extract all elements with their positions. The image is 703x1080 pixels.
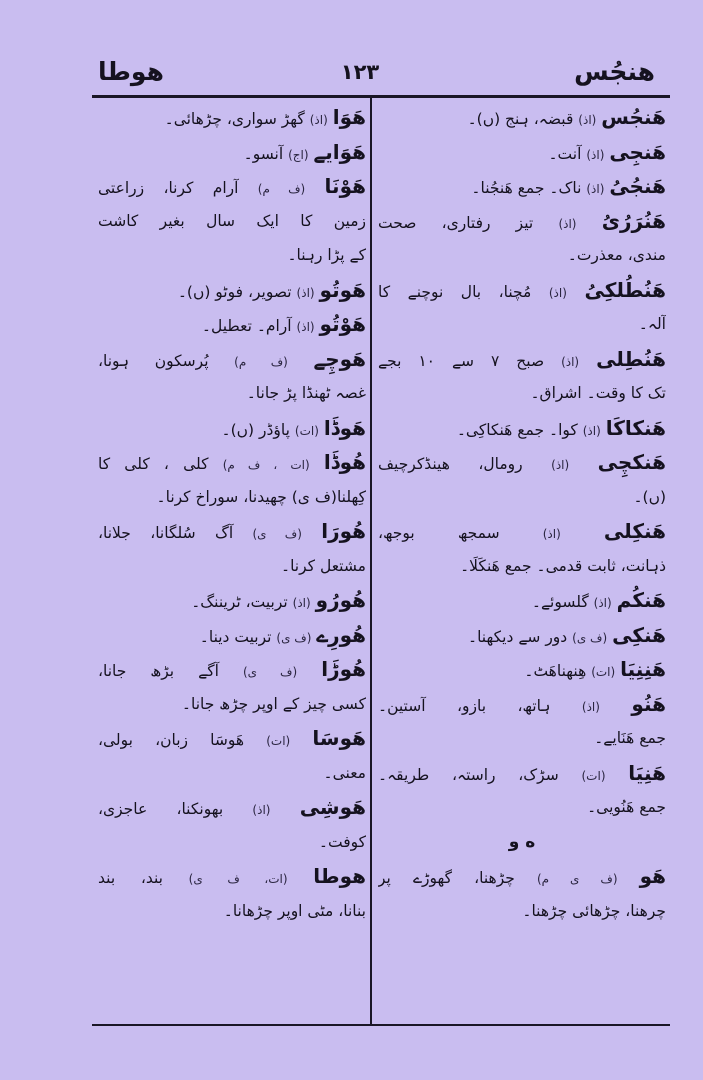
definition-text: گلسوئے۔ <box>531 593 589 611</box>
headword: هَنکِی <box>612 622 666 647</box>
definition-text: بھونکنا، عاجزی، <box>98 800 224 818</box>
headword: هُوڈَا <box>323 450 366 474</box>
grammar-tag: (اذ) <box>581 699 600 714</box>
headword: هَنِیَا <box>628 760 666 785</box>
grammar-tag: (ف ی) <box>252 527 302 541</box>
headword: هَنُرَرُیُ <box>601 208 666 233</box>
definition-text: آگے بڑھ جانا، <box>98 662 219 680</box>
definition-text: آگ سُلگانا، جلانا، <box>98 524 234 542</box>
grammar-tag: (اذ) <box>252 803 271 817</box>
definition-text: آرام۔ تعطیل۔ <box>201 317 292 335</box>
definition-text: چڑھنا، گھوڑے پر <box>378 869 515 887</box>
entry-line <box>378 583 666 618</box>
definition-text: مندی، معذرت۔ <box>567 246 666 264</box>
column-divider <box>370 96 372 1026</box>
footer-rule <box>92 1024 670 1026</box>
entry-line <box>98 273 366 308</box>
entry-line <box>98 652 366 687</box>
grammar-tag: (اذ) <box>548 285 567 300</box>
headword: هَوتُو <box>319 277 366 302</box>
entry-line <box>98 618 366 653</box>
continuation-line <box>378 790 666 825</box>
grammar-tag: (اذ) <box>558 216 577 231</box>
entry-line <box>98 790 366 825</box>
definition-text: دور سے دیکھنا۔ <box>468 627 568 646</box>
entry-line <box>98 859 366 894</box>
definition-text: جمع هَنُویی۔ <box>587 798 666 816</box>
entry-line <box>98 100 366 135</box>
grammar-tag: (ات) <box>581 768 606 783</box>
grammar-tag: (اذ) <box>309 113 328 127</box>
definition-text: بند، بند <box>98 869 163 887</box>
definition-text: سمجھ بوجھ، <box>378 524 500 542</box>
definition-text: ه و <box>508 831 536 852</box>
definition-text: آنت۔ <box>548 144 582 163</box>
definition-text: رومال، هینڈکرچیف <box>378 455 523 473</box>
definition-text: هِنهناهَٹ۔ <box>524 662 587 680</box>
headword: هُورِے <box>316 622 366 647</box>
grammar-tag: (اذ) <box>561 354 580 369</box>
grammar-tag: (اذ) <box>551 458 570 472</box>
continuation-line <box>378 894 666 929</box>
definition-text: مُچنا، بال نوچنے کا <box>378 282 532 301</box>
definition-text: کوا۔ جمع هَنکاکِی۔ <box>456 420 578 439</box>
entry-line <box>378 273 666 308</box>
continuation-line <box>98 687 366 722</box>
definition-text: کِھلنا(ف ی) چھیدنا، سوراخ کرنا۔ <box>156 487 366 506</box>
headword: هَنِنِیَا <box>620 657 666 681</box>
grammar-tag: (اذ) <box>586 147 605 162</box>
grammar-tag: (اج) <box>288 147 309 162</box>
headword: هَنجِی <box>609 139 666 164</box>
section-letter-heading <box>378 825 666 860</box>
entry-line <box>98 135 366 170</box>
entry-line <box>378 618 666 653</box>
grammar-tag: (ف ی) <box>276 630 312 645</box>
headword: هَنجُس <box>601 105 666 129</box>
entry-line <box>378 445 666 480</box>
definition-text: غصہ ٹھنڈا پڑ جانا۔ <box>246 384 366 402</box>
continuation-line <box>98 549 366 584</box>
headword: هَنُو <box>631 691 666 716</box>
headword: هَوْتُو <box>319 312 366 336</box>
headword: هُورُو <box>315 588 366 612</box>
definition-text: مشتعل کرنا۔ <box>280 556 366 575</box>
definition-text: (ں)۔ <box>633 487 666 506</box>
continuation-line <box>98 238 366 273</box>
continuation-line <box>98 204 366 239</box>
headword: هوطا <box>313 864 366 888</box>
headword: هَوْنَا <box>324 174 366 198</box>
headword: هُوڑَا <box>321 657 366 681</box>
continuation-line <box>378 721 666 756</box>
definition-text: پُرسکون ہونا، <box>98 351 209 370</box>
definition-text: بنانا، مٹی اوپر چڑھانا۔ <box>223 901 366 920</box>
definition-text: صبح ۷ سے ۱۰ بجے <box>378 351 545 370</box>
grammar-tag: (ات) <box>294 423 319 438</box>
definition-text: چرھنا، چڑھائی چڑھنا۔ <box>522 901 666 920</box>
definition-text: آرام کرنا، زراعتی <box>98 179 239 197</box>
definition-text: تیز رفتاری، صحت <box>378 213 534 232</box>
grammar-tag: (ات) <box>591 665 616 679</box>
headword: هَنکاکَا <box>605 415 666 440</box>
grammar-tag: (اذ) <box>296 285 315 300</box>
continuation-line <box>378 376 666 411</box>
continuation-line <box>378 307 666 342</box>
continuation-line <box>98 825 366 860</box>
entry-line <box>98 169 366 204</box>
entry-line <box>378 756 666 791</box>
headword: هَوچِے <box>313 346 366 371</box>
definition-text: ذہانت، ثابت قدمی۔ جمع هَنکَلَا۔ <box>460 556 666 575</box>
definition-text: تک کا وقت۔ اشراق۔ <box>530 384 666 402</box>
headword: هَوَا <box>332 105 366 129</box>
entry-line <box>378 411 666 446</box>
continuation-line <box>378 549 666 584</box>
grammar-tag: (ف م) <box>234 354 288 369</box>
headword: هَوَایے <box>313 139 366 164</box>
grammar-tag: (ات، ف ی) <box>188 872 288 886</box>
headword: هُورَا <box>321 519 366 543</box>
grammar-tag: (ف ی م) <box>536 872 618 886</box>
grammar-tag: (اذ) <box>578 113 597 127</box>
definition-text: کلی ، کلی کا <box>98 455 209 473</box>
definition-text: کوفت۔ <box>318 832 366 851</box>
definition-text: زمین کا ایک سال بغیر کاشت <box>98 211 366 230</box>
definition-text: کے پڑا رہنا۔ <box>287 246 366 264</box>
headword: هَوشِی <box>299 795 366 819</box>
entry-line <box>98 411 366 446</box>
entry-line <box>98 307 366 342</box>
definition-text: آنسو۔ <box>243 144 284 163</box>
headword: هَنجُیُ <box>609 174 666 198</box>
continuation-line <box>98 376 366 411</box>
entry-line <box>378 514 666 549</box>
entry-line <box>378 169 666 204</box>
left-column <box>98 100 366 928</box>
definition-text: کسی چیز کے اوپر چڑھ جانا۔ <box>181 694 366 713</box>
headword: هَنکِلی <box>603 519 666 543</box>
grammar-tag: (اذ) <box>593 596 612 610</box>
definition-text: تربیت، ٹریننگ۔ <box>191 593 288 611</box>
headword: هَنُطِلی <box>596 346 666 371</box>
entry-line <box>98 445 366 480</box>
entry-line <box>98 514 366 549</box>
headword: هَنکچِی <box>597 450 666 474</box>
headword: هَوسَا <box>312 726 366 750</box>
entry-line <box>378 100 666 135</box>
headword: هَوڈَا <box>323 415 366 440</box>
entry-line <box>98 583 366 618</box>
continuation-line <box>98 894 366 929</box>
definition-text: جمع هَنَایے۔ <box>594 729 666 747</box>
grammar-tag: (اذ) <box>296 320 315 334</box>
definition-text: معنی۔ <box>323 763 366 782</box>
entry-line <box>98 721 366 756</box>
grammar-tag: (ف ی) <box>572 630 608 645</box>
grammar-tag: (اذ) <box>542 527 561 541</box>
entry-line <box>378 135 666 170</box>
grammar-tag: (ات) <box>266 734 291 748</box>
grammar-tag: (ف م) <box>257 182 306 196</box>
grammar-tag: (ات ، ف م) <box>222 458 310 472</box>
continuation-line <box>378 480 666 515</box>
entry-line <box>378 342 666 377</box>
grammar-tag: (ف ی) <box>243 665 298 679</box>
entry-line <box>378 652 666 687</box>
grammar-tag: (اذ) <box>582 423 601 438</box>
headword: هَنُطُلکِیُ <box>584 277 666 302</box>
header-rule <box>92 95 670 98</box>
definition-text: تربیت دینا۔ <box>199 627 272 646</box>
headword: هَو <box>639 864 666 888</box>
definition-text: ناک۔ جمع هَنجُنا۔ <box>471 179 582 197</box>
page-number: ۱۲۳ <box>340 60 380 84</box>
right-column <box>378 100 666 928</box>
grammar-tag: (اذ) <box>586 182 605 196</box>
headword: هَنکُم <box>616 588 666 612</box>
definition-text: گھڑ سواری، چڑھائی۔ <box>164 110 305 128</box>
continuation-line <box>98 756 366 791</box>
entry-line <box>378 859 666 894</box>
definition-text: آلہ۔ <box>638 315 666 333</box>
grammar-tag: (اذ) <box>292 596 311 610</box>
continuation-line <box>98 480 366 515</box>
definition-text: هَوسَا زبان، بولی، <box>98 731 245 749</box>
definition-text: قبضہ، ہنج (ں)۔ <box>467 110 574 128</box>
running-head-last-word: هوطا <box>98 57 164 86</box>
entry-line <box>378 204 666 239</box>
definition-text: تصویر، فوٹو (ں)۔ <box>177 282 292 301</box>
definition-text: ہاتھ، بازو، آستین۔ <box>378 696 551 715</box>
entry-line <box>98 342 366 377</box>
definition-text: سڑک، راستہ، طریقہ۔ <box>378 765 559 784</box>
continuation-line <box>378 238 666 273</box>
definition-text: پاؤڈر (ں)۔ <box>221 420 290 439</box>
running-head-first-word: هنجُس <box>574 57 655 86</box>
entry-line <box>378 687 666 722</box>
